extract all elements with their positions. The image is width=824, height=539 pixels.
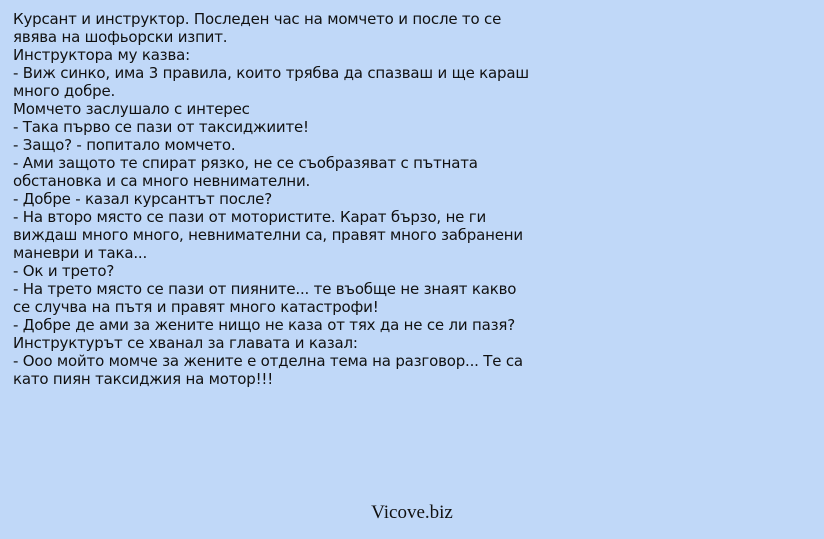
joke-line: - На второ място се пази от мотористите. Карат бързо, не ги bbox=[13, 208, 486, 226]
joke-line: Момчето заслушало с интерес bbox=[13, 100, 250, 118]
joke-line: - На трето място се пази от пияните... те въобще не знаят какво bbox=[13, 280, 517, 298]
joke-line: - Виж синко, има 3 правила, които трябва да спазваш и ще караш bbox=[13, 64, 529, 82]
joke-line: - Ооо мойто момче за жените е отделна тема на разговор... Те са bbox=[13, 352, 523, 370]
joke-line: маневри и така... bbox=[13, 244, 148, 262]
joke-line: - Добре де ами за жените нищо не каза от тях да не се ли пазя? bbox=[13, 316, 515, 334]
joke-line: много добре. bbox=[13, 82, 116, 100]
joke-line: Курсант и инструктор. Последен час на момчето и после то се bbox=[13, 10, 502, 28]
joke-line: - Ок и трето? bbox=[13, 262, 115, 280]
joke-line: се случва на пътя и правят много катастрофи! bbox=[13, 298, 379, 316]
joke-line: виждаш много много, невнимателни са, правят много забранени bbox=[13, 226, 523, 244]
joke-line: - Добре - казал курсантът после? bbox=[13, 190, 272, 208]
joke-line: като пиян таксиджия на мотор!!! bbox=[13, 370, 274, 388]
joke-line: обстановка и са много невнимателни. bbox=[13, 172, 311, 190]
joke-line: - Ами защото те спират рязко, не се съобразяват с пътната bbox=[13, 154, 478, 172]
joke-line: Инструктурът се хванал за главата и казал: bbox=[13, 334, 358, 352]
joke-line: - Защо? - попитало момчето. bbox=[13, 136, 236, 154]
joke-line: Инструктора му казва: bbox=[13, 46, 190, 64]
joke-text-block bbox=[13, 10, 573, 388]
joke-line: явява на шофьорски изпит. bbox=[13, 28, 228, 46]
site-watermark: Vicove.biz bbox=[371, 502, 453, 523]
joke-line: - Така първо се пази от таксиджиите! bbox=[13, 118, 309, 136]
